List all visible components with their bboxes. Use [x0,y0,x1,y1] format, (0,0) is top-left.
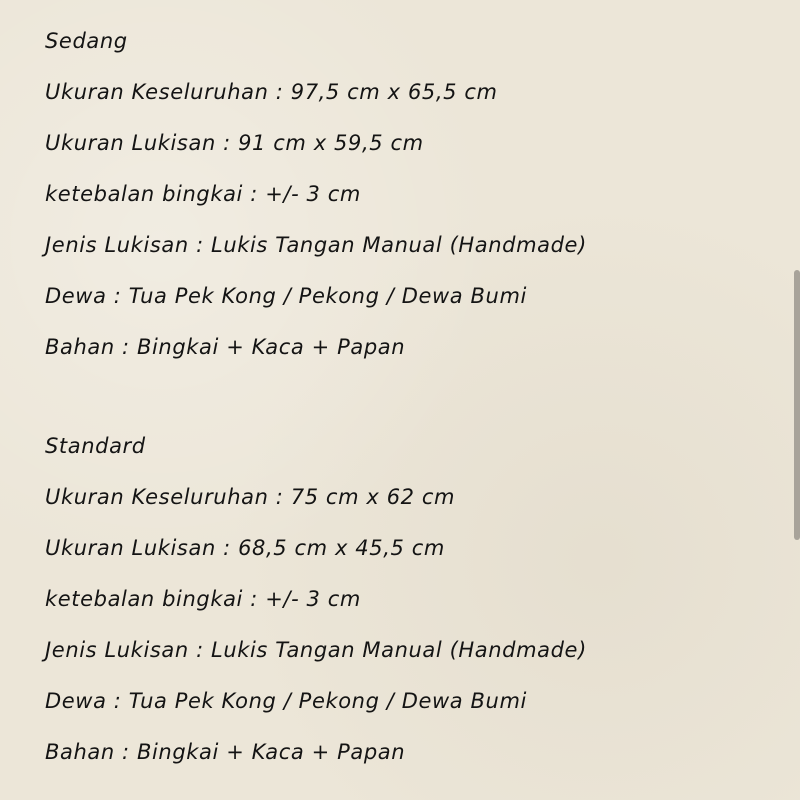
section-title-standard: Standard [45,434,146,458]
spec-line: Jenis Lukisan : Lukis Tangan Manual (Handmade) [45,233,587,257]
spec-line: Ukuran Lukisan : 91 cm x 59,5 cm [45,131,424,155]
scrollbar-thumb[interactable] [794,270,800,540]
spec-line: ketebalan bingkai : +/- 3 cm [45,587,361,611]
spec-line: Dewa : Tua Pek Kong / Pekong / Dewa Bumi [45,284,527,308]
spec-line: Ukuran Keseluruhan : 75 cm x 62 cm [45,485,456,509]
spec-line: Bahan : Bingkai + Kaca + Papan [45,740,406,764]
spec-line: Jenis Lukisan : Lukis Tangan Manual (Handmade) [45,638,587,662]
spec-line: ketebalan bingkai : +/- 3 cm [45,182,361,206]
spec-line: Dewa : Tua Pek Kong / Pekong / Dewa Bumi [45,689,527,713]
spec-line: Ukuran Lukisan : 68,5 cm x 45,5 cm [45,536,445,560]
spec-line: Ukuran Keseluruhan : 97,5 cm x 65,5 cm [45,80,498,104]
section-title-sedang: Sedang [45,29,128,53]
spec-line: Bahan : Bingkai + Kaca + Papan [45,335,406,359]
